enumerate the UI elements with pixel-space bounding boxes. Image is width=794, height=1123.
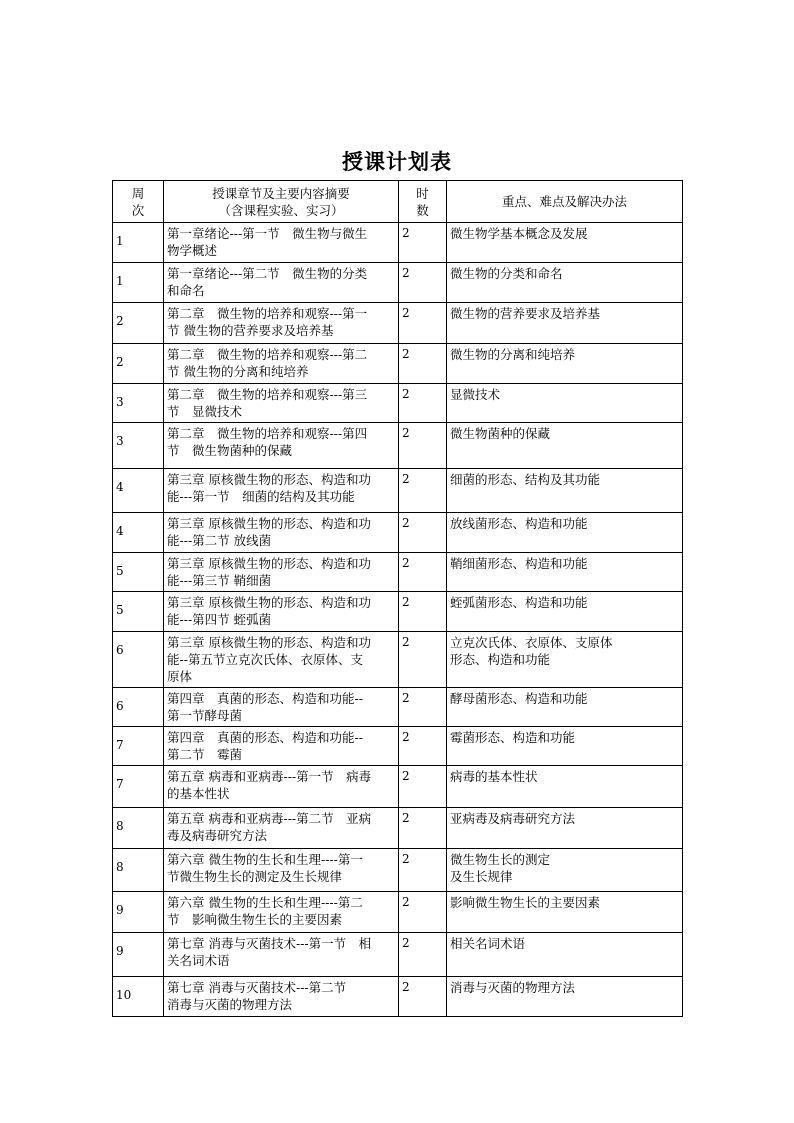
content-cell: 第二章 微生物的培养和观察---第四 节 微生物菌种的保藏 <box>164 423 399 469</box>
table-row <box>113 766 683 808</box>
week-cell: 1 <box>113 223 164 263</box>
hours-cell: 2 <box>399 344 447 384</box>
content-cell: 第三章 原核微生物的形态、构造和功 能--第五节立克次氏体、衣原体、支 原体 <box>164 632 399 688</box>
table-row <box>113 303 683 344</box>
content-cell: 第三章 原核微生物的形态、构造和功 能---第一节 细菌的结构及其功能 <box>164 469 399 513</box>
focus-cell: 微生物的分离和纯培养 <box>447 344 683 384</box>
table-row <box>113 553 683 592</box>
focus-cell: 微生物生长的测定 及生长规律 <box>447 849 683 892</box>
table-row <box>113 808 683 849</box>
focus-cell: 立克次氏体、衣原体、支原体 形态、构造和功能 <box>447 632 683 688</box>
table-row <box>113 977 683 1017</box>
hours-cell: 2 <box>399 513 447 553</box>
hours-cell: 2 <box>399 469 447 513</box>
week-cell: 7 <box>113 727 164 766</box>
week-cell: 9 <box>113 892 164 933</box>
content-cell: 第一章绪论---第一节 微生物与微生 物学概述 <box>164 223 399 263</box>
hours-cell: 2 <box>399 977 447 1017</box>
table-row <box>113 344 683 384</box>
content-cell: 第二章 微生物的培养和观察---第三 节 显微技术 <box>164 384 399 423</box>
header-hours: 时 数 <box>399 181 447 223</box>
header-content: 授课章节及主要内容摘要 （含课程实验、实习） <box>164 181 399 223</box>
content-cell: 第三章 原核微生物的形态、构造和功 能---第四节 蛭弧菌 <box>164 592 399 632</box>
table-row <box>113 469 683 513</box>
focus-cell: 细菌的形态、结构及其功能 <box>447 469 683 513</box>
content-cell: 第一章绪论---第二节 微生物的分类 和命名 <box>164 263 399 303</box>
content-cell: 第六章 微生物的生长和生理----第一 节微生物生长的测定及生长规律 <box>164 849 399 892</box>
focus-cell: 微生物菌种的保藏 <box>447 423 683 469</box>
hours-cell: 2 <box>399 592 447 632</box>
content-cell: 第四章 真菌的形态、构造和功能-- 第二节 霉菌 <box>164 727 399 766</box>
focus-cell: 微生物学基本概念及发展 <box>447 223 683 263</box>
week-cell: 1 <box>113 263 164 303</box>
table-row <box>113 384 683 423</box>
week-cell: 8 <box>113 849 164 892</box>
hours-cell: 2 <box>399 727 447 766</box>
hours-cell: 2 <box>399 808 447 849</box>
week-cell: 2 <box>113 303 164 344</box>
week-cell: 6 <box>113 688 164 727</box>
focus-cell: 消毒与灭菌的物理方法 <box>447 977 683 1017</box>
week-cell: 7 <box>113 766 164 808</box>
week-cell: 9 <box>113 933 164 977</box>
content-cell: 第六章 微生物的生长和生理----第二 节 影响微生物生长的主要因素 <box>164 892 399 933</box>
hours-cell: 2 <box>399 384 447 423</box>
table-row <box>113 933 683 977</box>
focus-cell: 霉菌形态、构造和功能 <box>447 727 683 766</box>
table-row <box>113 727 683 766</box>
week-cell: 3 <box>113 423 164 469</box>
week-cell: 2 <box>113 344 164 384</box>
focus-cell: 微生物的分类和命名 <box>447 263 683 303</box>
week-cell: 10 <box>113 977 164 1017</box>
table-header-row <box>113 181 683 223</box>
teaching-plan-table <box>112 180 683 1017</box>
content-cell: 第二章 微生物的培养和观察---第二 节 微生物的分离和纯培养 <box>164 344 399 384</box>
week-cell: 4 <box>113 469 164 513</box>
focus-cell: 影响微生物生长的主要因素 <box>447 892 683 933</box>
hours-cell: 2 <box>399 423 447 469</box>
focus-cell: 亚病毒及病毒研究方法 <box>447 808 683 849</box>
week-cell: 5 <box>113 553 164 592</box>
content-cell: 第五章 病毒和亚病毒---第二节 亚病 毒及病毒研究方法 <box>164 808 399 849</box>
content-cell: 第三章 原核微生物的形态、构造和功 能---第二节 放线菌 <box>164 513 399 553</box>
week-cell: 3 <box>113 384 164 423</box>
focus-cell: 相关名词术语 <box>447 933 683 977</box>
week-cell: 4 <box>113 513 164 553</box>
week-cell: 5 <box>113 592 164 632</box>
focus-cell: 放线菌形态、构造和功能 <box>447 513 683 553</box>
hours-cell: 2 <box>399 263 447 303</box>
page-title: 授课计划表 <box>342 149 452 174</box>
focus-cell: 酵母菌形态、构造和功能 <box>447 688 683 727</box>
header-week: 周 次 <box>113 181 164 223</box>
hours-cell: 2 <box>399 553 447 592</box>
week-cell: 8 <box>113 808 164 849</box>
table-row <box>113 849 683 892</box>
table-row <box>113 688 683 727</box>
focus-cell: 病毒的基本性状 <box>447 766 683 808</box>
week-cell: 6 <box>113 632 164 688</box>
table-row <box>113 632 683 688</box>
focus-cell: 微生物的营养要求及培养基 <box>447 303 683 344</box>
content-cell: 第二章 微生物的培养和观察---第一 节 微生物的营养要求及培养基 <box>164 303 399 344</box>
table-row <box>113 263 683 303</box>
hours-cell: 2 <box>399 766 447 808</box>
table-body <box>113 223 683 1017</box>
table-row <box>113 513 683 553</box>
table-row <box>113 223 683 263</box>
table-row <box>113 423 683 469</box>
content-cell: 第五章 病毒和亚病毒---第一节 病毒 的基本性状 <box>164 766 399 808</box>
content-cell: 第七章 消毒与灭菌技术---第一节 相 关名词术语 <box>164 933 399 977</box>
header-focus: 重点、难点及解决办法 <box>447 181 683 223</box>
hours-cell: 2 <box>399 303 447 344</box>
focus-cell: 显微技术 <box>447 384 683 423</box>
table-row <box>113 892 683 933</box>
content-cell: 第三章 原核微生物的形态、构造和功 能---第三节 鞘细菌 <box>164 553 399 592</box>
hours-cell: 2 <box>399 892 447 933</box>
focus-cell: 蛭弧菌形态、构造和功能 <box>447 592 683 632</box>
table-row <box>113 592 683 632</box>
hours-cell: 2 <box>399 223 447 263</box>
hours-cell: 2 <box>399 849 447 892</box>
hours-cell: 2 <box>399 933 447 977</box>
content-cell: 第七章 消毒与灭菌技术---第二节 消毒与灭菌的物理方法 <box>164 977 399 1017</box>
hours-cell: 2 <box>399 688 447 727</box>
hours-cell: 2 <box>399 632 447 688</box>
content-cell: 第四章 真菌的形态、构造和功能-- 第一节酵母菌 <box>164 688 399 727</box>
focus-cell: 鞘细菌形态、构造和功能 <box>447 553 683 592</box>
